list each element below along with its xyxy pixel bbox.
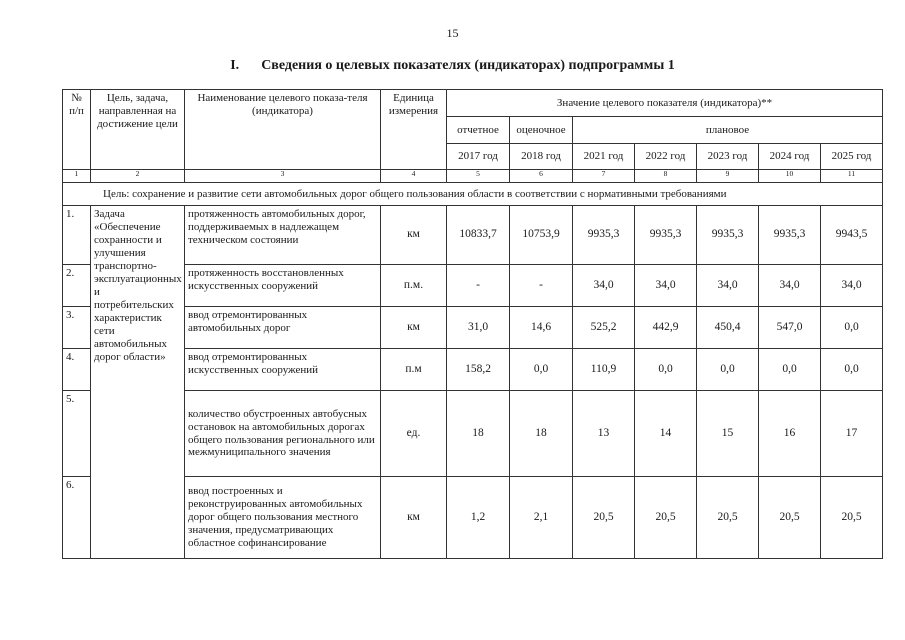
header-num: № п/п (63, 90, 91, 170)
year-header: 2017 год (447, 144, 510, 170)
value-cell: 15 (697, 391, 759, 477)
year-header: 2024 год (759, 144, 821, 170)
section-title-text: Сведения о целевых показателях (индикаторах) подпрограммы 1 (261, 58, 675, 73)
value-cell: 0,0 (821, 349, 883, 391)
value-cell: 110,9 (573, 349, 635, 391)
indicator-name: ввод отремонтированных искусственных сооружений (185, 349, 381, 391)
value-cell: 20,5 (821, 477, 883, 559)
indicator-name: ввод отремонтированных автомобильных дорог (185, 307, 381, 349)
value-cell: 20,5 (759, 477, 821, 559)
table-row (63, 206, 883, 265)
value-cell: 34,0 (759, 265, 821, 307)
year-header: 2021 год (573, 144, 635, 170)
row-num: 1. (63, 206, 91, 265)
value-cell: 442,9 (635, 307, 697, 349)
section-title (0, 58, 905, 74)
value-cell: 14 (635, 391, 697, 477)
value-cell: 34,0 (635, 265, 697, 307)
value-cell: 9935,3 (573, 206, 635, 265)
table-row (63, 349, 883, 391)
value-cell: 0,0 (821, 307, 883, 349)
value-cell: - (447, 265, 510, 307)
year-header: 2023 год (697, 144, 759, 170)
value-cell: 0,0 (510, 349, 573, 391)
column-number: 7 (573, 170, 635, 183)
column-number: 2 (91, 170, 185, 183)
unit-cell: ед. (381, 391, 447, 477)
value-cell: 525,2 (573, 307, 635, 349)
value-cell: 9935,3 (697, 206, 759, 265)
column-number: 4 (381, 170, 447, 183)
header-goal: Цель, задача, направленная на достижение цели (91, 90, 185, 170)
year-header: 2025 год (821, 144, 883, 170)
unit-cell: км (381, 307, 447, 349)
value-cell: - (510, 265, 573, 307)
value-cell: 31,0 (447, 307, 510, 349)
section-number: I. (230, 58, 240, 73)
indicator-name: протяженность автомобильных дорог, поддерживаемых в надлежащем техническом состоянии (185, 206, 381, 265)
column-number: 8 (635, 170, 697, 183)
goal-row: Цель: сохранение и развитие сети автомобильных дорог общего пользования области в соответствии с нормативными требованиями (63, 183, 883, 206)
column-number: 1 (63, 170, 91, 183)
indicator-name: протяженность восстановленных искусственных сооружений (185, 265, 381, 307)
value-cell: 14,6 (510, 307, 573, 349)
value-cell: 9935,3 (635, 206, 697, 265)
value-cell: 10753,9 (510, 206, 573, 265)
value-cell: 0,0 (697, 349, 759, 391)
value-cell: 34,0 (821, 265, 883, 307)
value-cell: 18 (447, 391, 510, 477)
value-cell: 34,0 (573, 265, 635, 307)
value-cell: 450,4 (697, 307, 759, 349)
indicator-name: ввод построенных и реконструированных автомобильных дорог общего пользования местного значения, предусматривающих областное софинансирование (185, 477, 381, 559)
value-cell: 0,0 (635, 349, 697, 391)
value-cell: 18 (510, 391, 573, 477)
value-cell: 13 (573, 391, 635, 477)
value-cell: 10833,7 (447, 206, 510, 265)
unit-cell: км (381, 477, 447, 559)
unit-cell: п.м. (381, 265, 447, 307)
value-cell: 34,0 (697, 265, 759, 307)
value-cell: 0,0 (759, 349, 821, 391)
column-number: 3 (185, 170, 381, 183)
header-planned: плановое (573, 117, 883, 144)
value-cell: 9943,5 (821, 206, 883, 265)
column-number: 10 (759, 170, 821, 183)
column-number: 6 (510, 170, 573, 183)
unit-cell: км (381, 206, 447, 265)
year-header: 2018 год (510, 144, 573, 170)
value-cell: 20,5 (573, 477, 635, 559)
table-row (63, 265, 883, 307)
row-num: 6. (63, 477, 91, 559)
column-number: 5 (447, 170, 510, 183)
header-value-group: Значение целевого показателя (индикатора)** (447, 90, 883, 117)
row-num: 4. (63, 349, 91, 391)
unit-cell: п.м (381, 349, 447, 391)
table-row (63, 391, 883, 477)
indicator-name: количество обустроенных автобусных остановок на автомобильных дорогах общего пользования регионального или межмуниципального значения (185, 391, 381, 477)
column-number: 9 (697, 170, 759, 183)
header-reported: отчетное (447, 117, 510, 144)
column-number: 11 (821, 170, 883, 183)
value-cell: 547,0 (759, 307, 821, 349)
value-cell: 1,2 (447, 477, 510, 559)
year-header: 2022 год (635, 144, 697, 170)
table-row (63, 307, 883, 349)
indicators-table (62, 89, 883, 559)
row-num: 2. (63, 265, 91, 307)
header-indicator-name: Наименование целевого показа-теля (индикатора) (185, 90, 381, 170)
value-cell: 9935,3 (759, 206, 821, 265)
page-number: 15 (446, 26, 459, 40)
task-cell: Задача «Обеспечение сохранности и улучшения транспортно-эксплуатационных и потребительских характеристик сети автомобильных дорог области» (91, 206, 185, 559)
value-cell: 17 (821, 391, 883, 477)
table-row (63, 477, 883, 559)
value-cell: 158,2 (447, 349, 510, 391)
row-num: 5. (63, 391, 91, 477)
value-cell: 2,1 (510, 477, 573, 559)
value-cell: 16 (759, 391, 821, 477)
row-num: 3. (63, 307, 91, 349)
header-unit: Единица измерения (381, 90, 447, 170)
header-estimated: оценочное (510, 117, 573, 144)
value-cell: 20,5 (635, 477, 697, 559)
value-cell: 20,5 (697, 477, 759, 559)
